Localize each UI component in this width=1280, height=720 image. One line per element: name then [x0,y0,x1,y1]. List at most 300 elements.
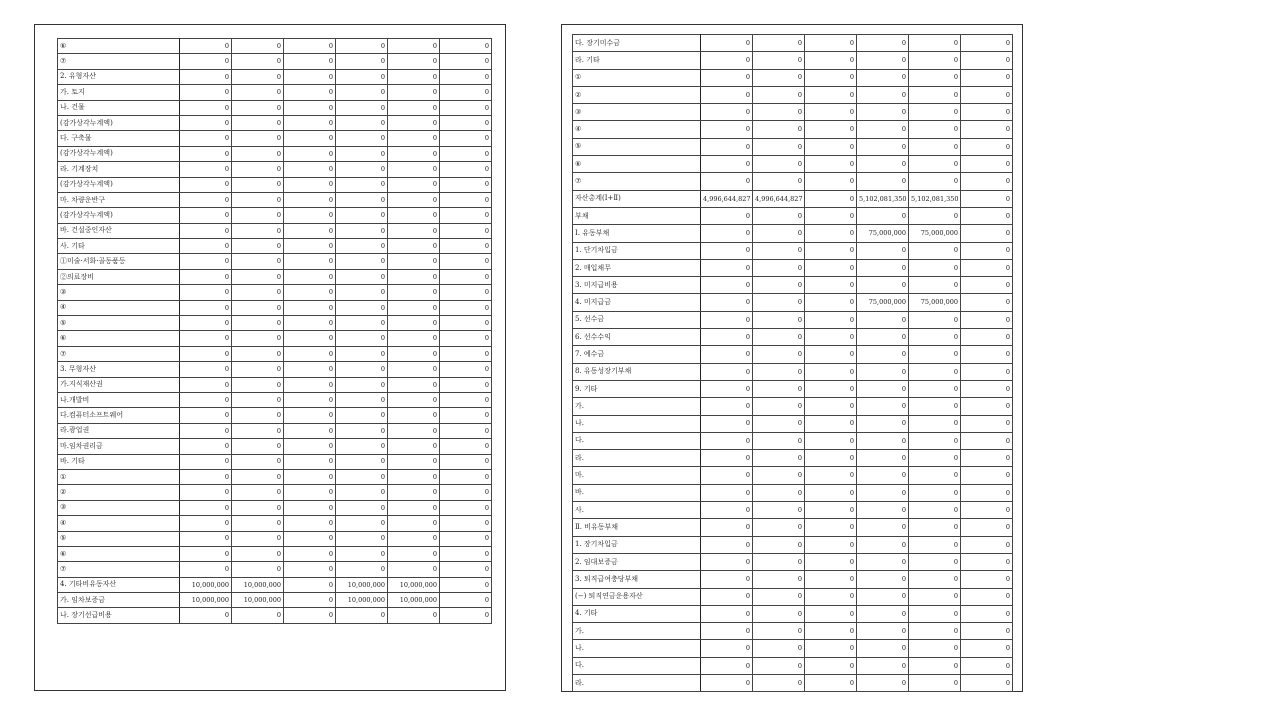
amount-cell: 0 [857,207,909,224]
amount-cell: 0 [180,69,232,84]
table-row [58,608,492,623]
amount-cell: 0 [388,100,440,115]
amount-cell: 0 [180,531,232,546]
amount-cell: 0 [388,115,440,130]
row-label: 5. 선수금 [573,311,701,328]
amount-cell: 0 [388,254,440,269]
amount-cell: 0 [336,562,388,577]
amount-cell: 0 [961,553,1013,570]
amount-cell: 0 [753,553,805,570]
amount-cell: 0 [961,623,1013,640]
amount-cell: 0 [232,39,284,54]
amount-cell: 0 [909,398,961,415]
row-label: 라. 기계장치 [58,162,180,177]
amount-cell: 75,000,000 [909,294,961,311]
amount-cell: 0 [440,408,492,423]
amount-cell: 0 [180,146,232,161]
amount-cell: 0 [909,467,961,484]
table-row [58,131,492,146]
amount-cell: 0 [857,467,909,484]
amount-cell: 0 [909,674,961,691]
row-label: 2. 임대보증금 [573,553,701,570]
amount-cell: 0 [336,269,388,284]
amount-cell: 0 [284,300,336,315]
table-row [58,316,492,331]
amount-cell: 0 [753,657,805,674]
amount-cell: 0 [701,674,753,691]
amount-cell: 0 [284,346,336,361]
amount-cell: 0 [440,54,492,69]
amount-cell: 0 [336,146,388,161]
amount-cell: 0 [857,121,909,138]
row-label: (감가상각누계액) [58,208,180,223]
amount-cell: 0 [753,536,805,553]
amount-cell: 0 [857,311,909,328]
row-label: Ⅱ. 비유동부채 [573,519,701,536]
table-row [573,156,1013,173]
row-label: 마. [573,467,701,484]
amount-cell: 0 [961,380,1013,397]
row-label: 바. [573,484,701,501]
ledger-rows [573,35,1013,692]
table-row [58,377,492,392]
amount-cell: 0 [336,546,388,561]
amount-cell: 0 [805,519,857,536]
amount-cell: 0 [180,39,232,54]
amount-cell: 0 [753,519,805,536]
row-label: 바. 기타 [58,454,180,469]
amount-cell: 10,000,000 [232,577,284,592]
amount-cell: 0 [388,146,440,161]
amount-cell: 0 [440,316,492,331]
amount-cell: 0 [440,577,492,592]
amount-cell: 0 [805,623,857,640]
amount-cell: 0 [701,121,753,138]
amount-cell: 0 [805,502,857,519]
table-row [573,69,1013,86]
amount-cell: 0 [857,571,909,588]
amount-cell: 0 [753,398,805,415]
amount-cell: 0 [753,346,805,363]
amount-cell: 0 [909,484,961,501]
amount-cell: 0 [232,562,284,577]
amount-cell: 0 [440,254,492,269]
amount-cell: 0 [336,223,388,238]
amount-cell: 0 [284,562,336,577]
amount-cell: 0 [180,254,232,269]
amount-cell: 0 [180,346,232,361]
row-label: 다. 장기미수금 [573,35,701,52]
amount-cell: 0 [180,377,232,392]
row-label: 다.컴퓨터소프트웨어 [58,408,180,423]
amount-cell: 0 [232,192,284,207]
amount-cell: 0 [961,225,1013,242]
amount-cell: 0 [753,294,805,311]
table-row [58,69,492,84]
amount-cell: 0 [336,316,388,331]
amount-cell: 0 [388,39,440,54]
amount-cell: 0 [336,285,388,300]
amount-cell: 0 [232,485,284,500]
amount-cell: 0 [857,363,909,380]
amount-cell: 0 [753,432,805,449]
table-row [573,242,1013,259]
amount-cell: 0 [232,69,284,84]
amount-cell: 0 [284,408,336,423]
amount-cell: 0 [805,311,857,328]
amount-cell: 0 [805,156,857,173]
amount-cell: 0 [805,173,857,190]
amount-cell: 0 [336,408,388,423]
amount-cell: 0 [857,104,909,121]
table-row [573,190,1013,207]
amount-cell: 0 [857,484,909,501]
amount-cell: 0 [232,285,284,300]
row-label: 3. 무형자산 [58,362,180,377]
amount-cell: 0 [701,623,753,640]
amount-cell: 0 [753,35,805,52]
amount-cell: 0 [961,640,1013,657]
amount-cell: 0 [909,536,961,553]
amount-cell: 0 [336,377,388,392]
amount-cell: 0 [388,131,440,146]
amount-cell: 0 [284,469,336,484]
table-row [58,562,492,577]
table-row [58,223,492,238]
row-label: 6. 선수수익 [573,329,701,346]
amount-cell: 0 [284,223,336,238]
amount-cell: 0 [336,439,388,454]
row-label: ③ [573,104,701,121]
row-label: ③ [58,285,180,300]
amount-cell: 0 [336,54,388,69]
amount-cell: 0 [961,190,1013,207]
amount-cell: 0 [909,415,961,432]
amount-cell: 0 [805,207,857,224]
table-row [573,363,1013,380]
amount-cell: 0 [805,294,857,311]
amount-cell: 0 [753,484,805,501]
amount-cell: 0 [232,300,284,315]
amount-cell: 0 [805,35,857,52]
row-label: ①미술·서화·골동품등 [58,254,180,269]
row-label: 가.지식재산권 [58,377,180,392]
table-row [573,207,1013,224]
amount-cell: 0 [180,100,232,115]
amount-cell: 0 [701,398,753,415]
amount-cell: 0 [909,69,961,86]
amount-cell: 0 [336,192,388,207]
amount-cell: 0 [440,223,492,238]
amount-cell: 0 [232,531,284,546]
amount-cell: 0 [180,392,232,407]
amount-cell: 0 [284,608,336,623]
amount-cell: 0 [805,398,857,415]
amount-cell: 0 [857,380,909,397]
amount-cell: 0 [805,450,857,467]
amount-cell: 0 [232,454,284,469]
table-row [573,467,1013,484]
amount-cell: 0 [336,39,388,54]
row-label: 바. 건설중인자산 [58,223,180,238]
amount-cell: 0 [232,316,284,331]
amount-cell: 0 [805,432,857,449]
amount-cell: 0 [909,657,961,674]
row-label: 7. 예수금 [573,346,701,363]
table-row [58,408,492,423]
amount-cell: 0 [857,173,909,190]
row-label: ⑥ [58,331,180,346]
amount-cell: 0 [857,553,909,570]
table-row [573,640,1013,657]
amount-cell: 0 [440,131,492,146]
amount-cell: 0 [701,640,753,657]
amount-cell: 0 [701,571,753,588]
amount-cell: 0 [284,269,336,284]
row-label: 3. 미지급비용 [573,277,701,294]
amount-cell: 0 [961,259,1013,276]
amount-cell: 0 [232,254,284,269]
amount-cell: 0 [701,156,753,173]
amount-cell: 0 [336,423,388,438]
amount-cell: 75,000,000 [857,225,909,242]
amount-cell: 0 [284,69,336,84]
table-row [573,502,1013,519]
amount-cell: 0 [753,173,805,190]
amount-cell: 0 [232,469,284,484]
amount-cell: 0 [701,588,753,605]
amount-cell: 0 [232,331,284,346]
amount-cell: 0 [857,329,909,346]
amount-cell: 0 [388,423,440,438]
amount-cell: 0 [909,380,961,397]
amount-cell: 0 [753,207,805,224]
amount-cell: 0 [440,285,492,300]
amount-cell: 0 [388,439,440,454]
amount-cell: 0 [805,190,857,207]
amount-cell: 0 [961,502,1013,519]
amount-cell: 0 [440,269,492,284]
amount-cell: 0 [909,623,961,640]
amount-cell: 0 [284,485,336,500]
amount-cell: 0 [232,500,284,515]
table-row [58,300,492,315]
table-row [58,577,492,592]
amount-cell: 0 [857,657,909,674]
table-row [573,519,1013,536]
amount-cell: 0 [388,531,440,546]
amount-cell: 0 [284,531,336,546]
amount-cell: 0 [857,242,909,259]
amount-cell: 0 [701,605,753,622]
amount-cell: 0 [701,536,753,553]
amount-cell: 0 [961,605,1013,622]
amount-cell: 0 [336,516,388,531]
amount-cell: 0 [961,104,1013,121]
row-label: 4. 기타비유동자산 [58,577,180,592]
table-row [58,285,492,300]
amount-cell: 0 [909,35,961,52]
table-row [573,35,1013,52]
amount-cell: 0 [701,69,753,86]
amount-cell: 0 [284,454,336,469]
amount-cell: 0 [909,156,961,173]
amount-cell: 0 [232,362,284,377]
amount-cell: 75,000,000 [857,294,909,311]
amount-cell: 0 [857,450,909,467]
amount-cell: 0 [232,131,284,146]
amount-cell: 0 [284,577,336,592]
amount-cell: 4,996,644,827 [753,190,805,207]
amount-cell: 0 [440,162,492,177]
table-row [573,294,1013,311]
table-row [58,469,492,484]
amount-cell: 0 [961,432,1013,449]
table-row [573,605,1013,622]
ledger-table [57,38,492,624]
amount-cell: 0 [701,346,753,363]
amount-cell: 0 [180,300,232,315]
row-label: 다. [573,432,701,449]
amount-cell: 0 [701,311,753,328]
amount-cell: 10,000,000 [336,577,388,592]
amount-cell: 0 [336,69,388,84]
amount-cell: 0 [805,415,857,432]
amount-cell: 0 [336,454,388,469]
amount-cell: 0 [753,242,805,259]
amount-cell: 0 [440,608,492,623]
table-row [573,432,1013,449]
table-row [58,239,492,254]
amount-cell: 0 [961,398,1013,415]
amount-cell: 0 [753,363,805,380]
amount-cell: 0 [284,362,336,377]
amount-cell: 0 [701,519,753,536]
amount-cell: 0 [388,408,440,423]
amount-cell: 0 [909,605,961,622]
amount-cell: 0 [180,516,232,531]
amount-cell: 0 [909,502,961,519]
amount-cell: 0 [388,208,440,223]
amount-cell: 0 [805,553,857,570]
table-row [58,454,492,469]
table-row [58,546,492,561]
amount-cell: 0 [232,392,284,407]
row-label: 가. [573,623,701,640]
amount-cell: 0 [180,177,232,192]
amount-cell: 0 [440,208,492,223]
amount-cell: 0 [857,346,909,363]
amount-cell: 0 [961,242,1013,259]
amount-cell: 0 [805,640,857,657]
amount-cell: 0 [805,104,857,121]
amount-cell: 0 [388,269,440,284]
amount-cell: 0 [909,363,961,380]
amount-cell: 0 [180,408,232,423]
amount-cell: 0 [180,208,232,223]
amount-cell: 0 [961,86,1013,103]
table-row [573,138,1013,155]
amount-cell: 0 [753,277,805,294]
row-label: 마.임차권리금 [58,439,180,454]
amount-cell: 0 [180,362,232,377]
amount-cell: 0 [180,239,232,254]
table-row [58,146,492,161]
amount-cell: 0 [180,439,232,454]
amount-cell: 0 [180,500,232,515]
amount-cell: 0 [388,346,440,361]
amount-cell: 0 [284,593,336,608]
row-label: ① [58,469,180,484]
row-label: 가. 토지 [58,85,180,100]
amount-cell: 0 [909,519,961,536]
amount-cell: 0 [284,146,336,161]
amount-cell: 0 [857,432,909,449]
table-row [573,415,1013,432]
row-label: ②의료장비 [58,269,180,284]
amount-cell: 10,000,000 [180,577,232,592]
amount-cell: 0 [961,450,1013,467]
amount-cell: 0 [961,207,1013,224]
amount-cell: 0 [961,346,1013,363]
row-label: ⑥ [58,546,180,561]
amount-cell: 0 [284,239,336,254]
amount-cell: 10,000,000 [180,593,232,608]
amount-cell: 0 [857,35,909,52]
row-label: ③ [58,500,180,515]
amount-cell: 0 [180,454,232,469]
amount-cell: 0 [961,173,1013,190]
amount-cell: 0 [805,657,857,674]
amount-cell: 0 [701,242,753,259]
amount-cell: 0 [336,162,388,177]
amount-cell: 0 [232,54,284,69]
amount-cell: 0 [284,377,336,392]
table-row [573,553,1013,570]
amount-cell: 0 [701,553,753,570]
amount-cell: 0 [284,439,336,454]
amount-cell: 0 [857,86,909,103]
table-row [58,115,492,130]
amount-cell: 0 [753,502,805,519]
amount-cell: 0 [440,192,492,207]
amount-cell: 0 [961,588,1013,605]
amount-cell: 0 [284,331,336,346]
amount-cell: 0 [701,450,753,467]
row-label: 3. 퇴직급여충당부채 [573,571,701,588]
amount-cell: 0 [180,192,232,207]
amount-cell: 0 [909,138,961,155]
amount-cell: 0 [753,467,805,484]
row-label: 라. [573,450,701,467]
amount-cell: 0 [336,608,388,623]
amount-cell: 0 [805,380,857,397]
amount-cell: 0 [440,85,492,100]
amount-cell: 0 [232,239,284,254]
amount-cell: 0 [701,173,753,190]
amount-cell: 0 [909,104,961,121]
table-row [573,657,1013,674]
amount-cell: 0 [232,377,284,392]
amount-cell: 0 [336,331,388,346]
amount-cell: 0 [180,285,232,300]
amount-cell: 0 [440,69,492,84]
row-label: ⑤ [58,531,180,546]
amount-cell: 0 [805,363,857,380]
amount-cell: 5,102,081,350 [857,190,909,207]
amount-cell: 0 [440,516,492,531]
amount-cell: 0 [857,415,909,432]
